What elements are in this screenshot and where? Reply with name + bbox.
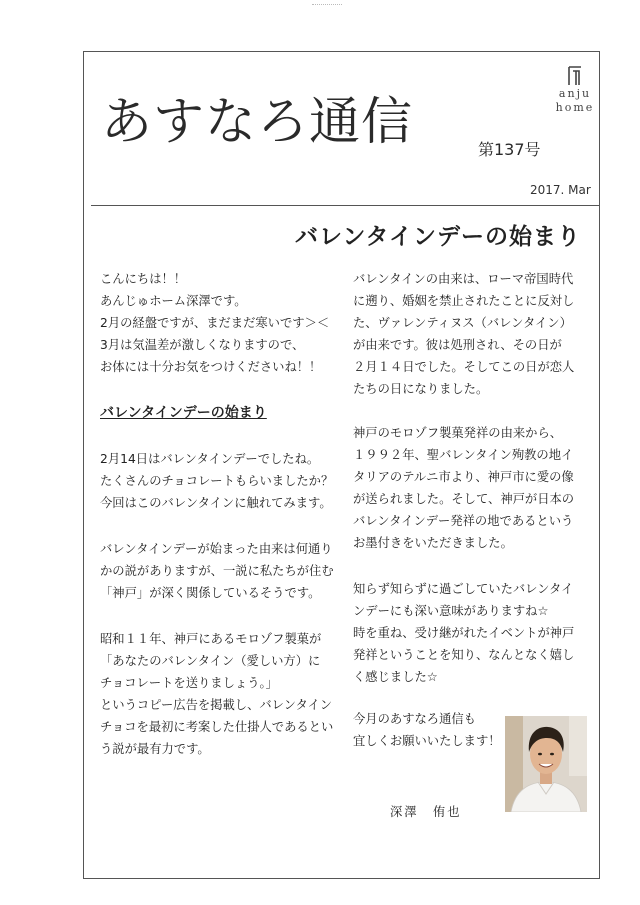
paragraph (353, 422, 593, 554)
text-line: 時を重ね、受け継がれたイベントが神戸 (353, 626, 575, 640)
author-portrait-icon (505, 716, 587, 812)
text-line: が由来です。彼は処刑され、その日が (353, 338, 562, 352)
text-line: 3月は気温差が激しくなりますので、 (100, 338, 305, 352)
text-line: お墨付きをいただきました。 (353, 536, 513, 550)
logo-text-line2: home (555, 101, 595, 114)
paragraph (353, 268, 593, 400)
text-line: あんじゅホーム深澤です。 (100, 294, 247, 308)
text-line: ２月１４日でした。そしてこの日が恋人 (353, 360, 575, 374)
text-line: お体には十分お気をつけくださいね！！ (100, 360, 322, 374)
anju-home-logo (550, 65, 600, 115)
text-line: 神戸のモロゾフ製菓発祥の由来から、 (353, 426, 563, 440)
text-line: 「あなたのバレンタイン（愛しい方）に (100, 654, 321, 668)
text-line: 宜しくお願いいたします！ (353, 734, 501, 748)
text-line: 昭和１１年、神戸にあるモロゾフ製菓が (100, 632, 322, 646)
text-line: く感じました☆ (353, 670, 438, 684)
paragraph (353, 578, 593, 688)
text-line: が送られました。そして、神戸が日本の (353, 492, 575, 506)
paragraph (100, 448, 345, 514)
logo-text-line1: anju (558, 87, 592, 100)
greeting-block (100, 268, 345, 378)
header-divider (91, 205, 600, 206)
right-column (353, 268, 593, 752)
text-line: に遡り、婚姻を禁止されたことに反対し (353, 294, 575, 308)
issue-number: 第137号 (478, 140, 541, 159)
left-column (100, 268, 345, 760)
text-line: バレンタインデー発祥の地であるという (353, 514, 574, 528)
text-line: かの説がありますが、一説に私たちが住む (100, 564, 334, 578)
text-line: たちの日になりました。 (353, 382, 489, 396)
text-line: 2月14日はバレンタインデーでしたね。 (100, 452, 320, 466)
text-line: バレンタインデーが始まった由来は何通り (100, 542, 333, 556)
text-line: 2月の経盤ですが、まだまだ寒いです＞＜ (100, 316, 330, 330)
author-photo (505, 716, 587, 812)
text-line: 「神戸」が深く関係しているそうです。 (100, 586, 321, 600)
text-line: ンデーにも深い意味がありますね☆ (353, 604, 549, 618)
newsletter-title: あすなろ通信 (101, 93, 414, 152)
text-line: というコピー広告を掲載し、バレンタイン (100, 698, 333, 712)
anju-logo-mark-icon (567, 65, 583, 87)
text-line: チョコレートを送りましょう。」 (100, 676, 278, 690)
text-line: タリアのテルニ市より、神戸市に愛の像 (353, 470, 574, 484)
text-line: こんにちは！！ (100, 272, 187, 286)
text-line: う説が最有力です。 (100, 742, 210, 756)
main-heading: バレンタインデーの始まり (295, 224, 582, 250)
section-subheading: バレンタインデーの始まり (100, 405, 267, 421)
author-signature: 深澤 侑也 (390, 805, 462, 819)
text-line: 今月のあすなろ通信も (353, 712, 476, 726)
scan-marks (312, 4, 342, 7)
text-line: た、ヴァレンティヌス（バレンタイン） (353, 316, 572, 330)
text-line: 今回はこのバレンタインに触れてみます。 (100, 496, 332, 510)
text-line: チョコを最初に考案した仕掛人であるとい (100, 720, 334, 734)
text-line: 知らず知らずに過ごしていたバレンタイ (353, 582, 574, 596)
text-line: たくさんのチョコレートもらいましたか？ (100, 474, 334, 488)
text-line: バレンタインの由来は、ローマ帝国時代 (353, 272, 574, 286)
issue-date: 2017. Mar (530, 183, 591, 197)
text-line: １９９２年、聖バレンタイン殉教の地イ (353, 448, 574, 462)
paragraph (100, 538, 345, 604)
text-line: 発祥ということを知り、なんとなく嬉し (353, 648, 575, 662)
paragraph (100, 628, 345, 760)
